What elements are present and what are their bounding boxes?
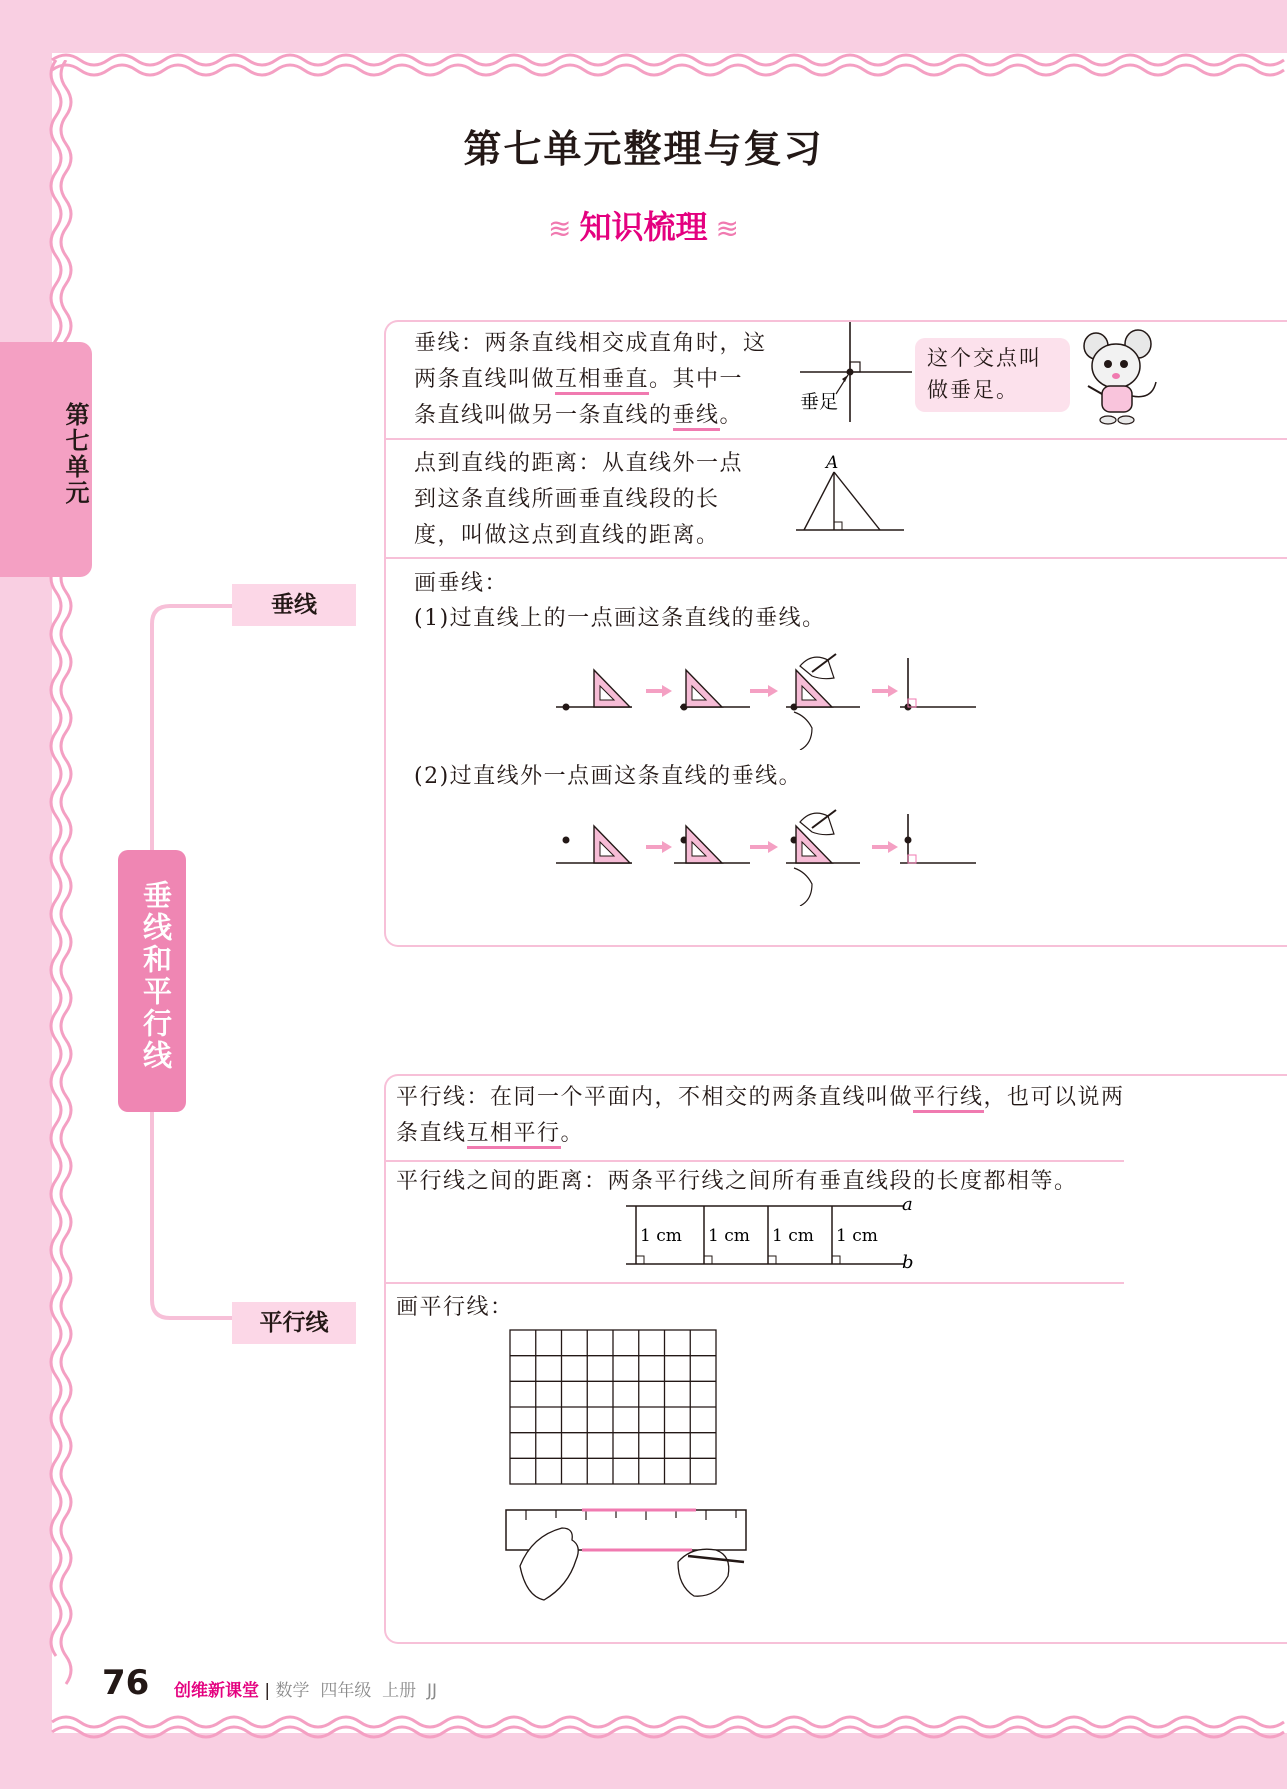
parallel-distance-figure bbox=[620, 1196, 920, 1272]
wave-ornament-left: ≋ bbox=[548, 212, 572, 245]
branch-perpendicular: 垂线 bbox=[232, 584, 356, 626]
parallel-definition bbox=[396, 1080, 1156, 1152]
parallel-grid-figure bbox=[508, 1328, 720, 1488]
footer-volume: 上册 bbox=[382, 1681, 417, 1701]
foot-label: 垂足 bbox=[800, 391, 839, 413]
mouse-character-icon bbox=[1082, 328, 1162, 428]
definition-line: 垂线：两条直线相交成直角时，这 bbox=[414, 331, 767, 356]
main-topic-label bbox=[118, 850, 186, 1112]
draw-perpendicular-step1: (1)过直线上的一点画这条直线的垂线。 bbox=[414, 606, 826, 631]
segment-length: 1 cm bbox=[836, 1226, 878, 1246]
divider bbox=[386, 438, 1287, 440]
keyword-parallel-line: 平行线 bbox=[913, 1085, 984, 1113]
footer-edition: JJ bbox=[426, 1681, 438, 1701]
draw-parallel-heading: 画平行线： bbox=[396, 1295, 514, 1320]
footer-brand: 创维新课堂 bbox=[174, 1681, 259, 1701]
segment-length: 1 cm bbox=[640, 1226, 682, 1246]
wavy-border-bottom bbox=[0, 1712, 1287, 1752]
draw-perpendicular-step2: (2)过直线外一点画这条直线的垂线。 bbox=[414, 764, 803, 789]
mouse-speech-bubble bbox=[915, 338, 1070, 412]
footer-grade: 四年级 bbox=[320, 1681, 372, 1701]
parallel-distance-text: 平行线之间的距离：两条平行线之间所有垂直线段的长度都相等。 bbox=[396, 1169, 1078, 1194]
definition-line: 条直线互相平行。 bbox=[396, 1116, 1156, 1152]
main-topic-text: 垂线和平行线 bbox=[139, 880, 173, 1072]
footer-series: 创维新课堂 | 数学 四年级 上册 JJ bbox=[174, 1681, 438, 1701]
line-b-label: b bbox=[902, 1252, 914, 1272]
ruler-drawing-figure bbox=[502, 1506, 754, 1606]
section-header-text: 知识梳理 bbox=[579, 208, 708, 246]
divider bbox=[386, 1160, 1124, 1162]
keyword-mutually-parallel: 互相平行 bbox=[467, 1121, 561, 1149]
keyword-perpendicular-line: 垂线 bbox=[673, 403, 720, 431]
wave-ornament-right: ≋ bbox=[715, 212, 739, 245]
perpendicular-lines-figure bbox=[796, 318, 916, 426]
distance-line: 到这条直线所画垂直线段的长 bbox=[414, 487, 720, 512]
divider bbox=[386, 1282, 1124, 1284]
perpendicular-definition bbox=[414, 326, 784, 434]
distance-line: 度，叫做这点到直线的距离。 bbox=[414, 523, 720, 548]
section-header bbox=[0, 202, 1287, 248]
branch-parallel: 平行线 bbox=[232, 1302, 356, 1344]
wavy-border-top-inner bbox=[0, 48, 1287, 88]
point-line-distance bbox=[414, 446, 784, 554]
point-to-line-figure bbox=[794, 450, 906, 536]
definition-line: 两条直线叫做互相垂直。其中一 bbox=[414, 362, 784, 398]
chapter-side-tab-label: 第七单元 bbox=[61, 402, 89, 506]
line-a-label: a bbox=[902, 1196, 913, 1215]
distance-line: 点到直线的距离：从直线外一点 bbox=[414, 451, 744, 476]
definition-line: 平行线：在同一个平面内，不相交的两条直线叫做平行线，也可以说两 bbox=[396, 1080, 1156, 1116]
divider bbox=[386, 557, 1287, 559]
wavy-border-left bbox=[44, 60, 84, 1720]
page-number: 76 bbox=[102, 1663, 150, 1703]
draw-perpendicular-step1-figure bbox=[550, 650, 980, 750]
chapter-side-tab[interactable] bbox=[0, 342, 92, 577]
draw-perpendicular-heading: 画垂线： bbox=[414, 571, 509, 596]
page-title: 第七单元整理与复习 bbox=[463, 127, 824, 171]
definition-line: 条直线叫做另一条直线的垂线。 bbox=[414, 398, 784, 434]
draw-perpendicular-step2-figure bbox=[550, 806, 980, 906]
footer-subject: 数学 bbox=[275, 1681, 310, 1701]
keyword-mutually-perpendicular: 互相垂直 bbox=[555, 367, 649, 395]
segment-length: 1 cm bbox=[772, 1226, 814, 1246]
point-a-label: A bbox=[826, 453, 839, 473]
bubble-text: 这个交点叫 做垂足。 bbox=[927, 346, 1042, 402]
segment-length: 1 cm bbox=[708, 1226, 750, 1246]
